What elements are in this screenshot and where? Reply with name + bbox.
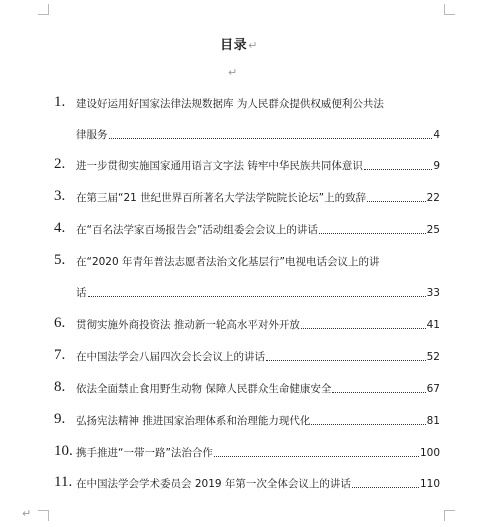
toc-entry-text: 在中国法学会学术委员会 2019 年第一次全体会议上的讲话 — [76, 478, 351, 490]
toc-page-number: 41 — [426, 319, 440, 331]
leader-dots — [352, 487, 419, 488]
paragraph-mark-icon: ↵ — [22, 507, 32, 520]
leader-dots — [332, 392, 425, 393]
toc-entry-number: 2. — [54, 156, 66, 172]
toc-entry-line — [76, 127, 440, 142]
toc-entry-line — [76, 476, 440, 491]
toc-page-number: 81 — [426, 415, 440, 427]
toc-entry-line — [76, 349, 440, 364]
leader-dots — [311, 424, 425, 425]
toc-entry-text: 依法全面禁止食用野生动物 保障人民群众生命健康安全 — [76, 383, 332, 395]
toc-title-text: 目录 — [220, 38, 248, 53]
toc-entry-line — [76, 254, 440, 269]
toc-page-number: 22 — [426, 192, 440, 204]
leader-dots — [364, 169, 432, 170]
margin-corner-bottom-right — [444, 510, 455, 521]
toc-entry-line — [76, 445, 440, 460]
toc-entry-line — [76, 96, 440, 111]
toc-entry-text: 在“2020 年青年普法志愿者法治文化基层行”电视电话会议上的讲 — [76, 256, 380, 268]
toc-entry-text: 进一步贯彻实施国家通用语言文字法 铸牢中华民族共同体意识 — [76, 160, 363, 172]
leader-dots — [109, 138, 433, 139]
toc-entry-number: 4. — [54, 220, 66, 236]
leader-dots — [301, 328, 426, 329]
toc-entry-line — [76, 413, 440, 428]
toc-entry-text: 贯彻实施外商投资法 推动新一轮高水平对外开放 — [76, 319, 300, 331]
toc-page-number: 33 — [426, 287, 440, 299]
toc-entry-number: 9. — [54, 411, 66, 427]
toc-entry-text: 弘扬宪法精神 推进国家治理体系和治理能力现代化 — [76, 415, 311, 427]
leader-dots — [319, 233, 426, 234]
toc-entry-line — [76, 158, 440, 173]
paragraph-mark-icon: ↵ — [228, 66, 238, 79]
toc-entry-number: 1. — [54, 94, 66, 110]
toc-entry-line — [76, 285, 440, 300]
toc-entry-number: 6. — [54, 315, 66, 331]
toc-page-number: 67 — [426, 383, 440, 395]
toc-entry-text: 在中国法学会八届四次会长会议上的讲话 — [76, 351, 265, 363]
toc-entry-number: 11. — [54, 474, 73, 490]
toc-entry-number: 8. — [54, 379, 66, 395]
leader-dots — [214, 456, 419, 457]
toc-entry-number: 10. — [54, 443, 73, 459]
leader-dots — [88, 296, 426, 297]
toc-entry-text: 在第三届“21 世纪世界百所著名大学法学院院长论坛”上的致辞 — [76, 192, 367, 204]
toc-entry-number: 5. — [54, 252, 66, 268]
margin-corner-bottom-left — [38, 510, 49, 521]
leader-dots — [367, 201, 426, 202]
toc-page-number: 4 — [433, 129, 440, 141]
toc-entry-line — [76, 190, 440, 205]
toc-page-number: 100 — [419, 447, 440, 459]
paragraph-mark-icon: ↵ — [248, 39, 258, 52]
toc-page-number: 110 — [419, 478, 440, 490]
toc-entry-line — [76, 222, 440, 237]
toc-entry-number: 3. — [54, 188, 66, 204]
toc-page-number: 52 — [426, 351, 440, 363]
toc-entry-line — [76, 317, 440, 332]
toc-entry-text: 在“百名法学家百场报告会”活动组委会会议上的讲话 — [76, 224, 318, 236]
toc-page-number: 25 — [426, 224, 440, 236]
toc-entry-line — [76, 381, 440, 396]
toc-entry-text: 携手推进“一带一路”法治合作 — [76, 447, 213, 459]
toc-title[interactable] — [0, 34, 478, 53]
margin-corner-top-right — [444, 4, 455, 15]
toc-entry-text: 建设好运用好国家法律法规数据库 为人民群众提供权威便利公共法 — [76, 98, 384, 110]
margin-corner-top-left — [38, 4, 49, 15]
toc-entry-number: 7. — [54, 347, 66, 363]
toc-entry-text: 话 — [76, 287, 87, 299]
toc-entry-text: 律服务 — [76, 129, 108, 141]
toc-page-number: 9 — [433, 160, 440, 172]
leader-dots — [266, 360, 426, 361]
